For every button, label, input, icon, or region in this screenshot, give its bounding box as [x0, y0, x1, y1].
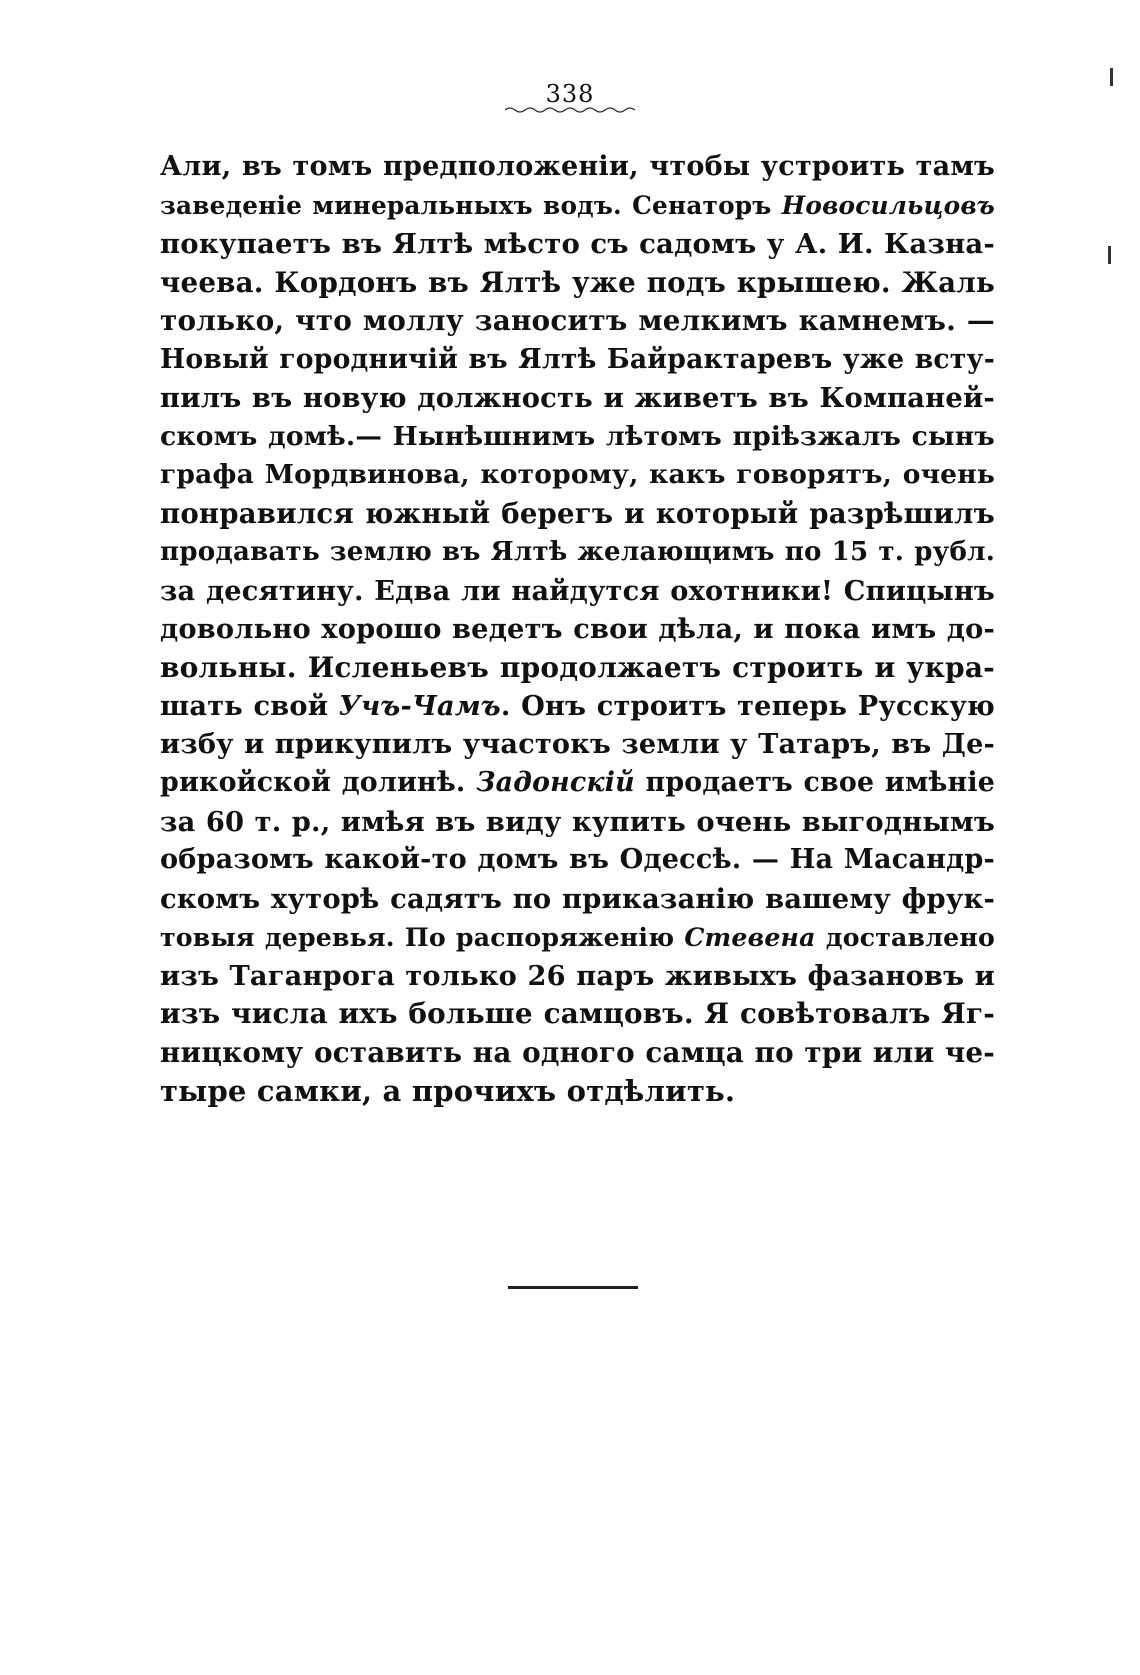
text-line: [160, 302, 995, 341]
text-run: понравился южный берегъ и который разрѣшилъ: [160, 497, 995, 530]
text-line: [160, 264, 995, 303]
text-line: [160, 880, 995, 919]
italic-name: Учъ-Чамъ: [338, 690, 501, 722]
margin-mark: [1110, 68, 1113, 86]
italic-name: Стевена: [684, 922, 816, 952]
text-run: продаетъ свое имѣніе: [634, 767, 995, 798]
text-line: [160, 610, 995, 649]
margin-mark: [1108, 246, 1111, 264]
text-line: [160, 687, 995, 726]
text-run: . Онъ строитъ теперь Русскую: [500, 690, 995, 722]
text-line: [160, 533, 995, 572]
text-line: [160, 456, 995, 495]
text-run: изъ числа ихъ больше самцовъ. Я совѣтовалъ Яг-: [160, 997, 995, 1030]
page-number: 338: [545, 80, 595, 108]
text-run: тыре самки, а прочихъ отдѣлить.: [160, 1074, 736, 1108]
text-run: пилъ въ новую должность и живетъ въ Компаней-: [160, 382, 995, 414]
text-line: [160, 957, 995, 996]
text-line: [160, 803, 995, 842]
text-run: шать свой: [160, 690, 339, 722]
text-line: [160, 918, 995, 957]
text-line: [160, 379, 995, 418]
text-run: заведеніе минеральныхъ водъ. Сенаторъ: [160, 190, 782, 220]
text-run: довольно хорошо ведетъ свои дѣла, и пока имъ до-: [160, 613, 995, 645]
text-line: [160, 418, 995, 457]
text-line: [160, 841, 995, 880]
text-line: [160, 726, 995, 765]
italic-name: Новосильцовъ: [781, 190, 995, 220]
text-line: [160, 341, 995, 380]
text-run: скомъ домѣ.— Нынѣшнимъ лѣтомъ пріѣзжалъ сынъ: [160, 420, 995, 452]
text-line: [160, 187, 995, 226]
text-run: товыя деревья. По распоряженію: [160, 922, 685, 952]
text-run: графа Мордвинова, которому, какъ говорятъ, очень: [160, 459, 995, 490]
text-line: [160, 649, 995, 688]
text-run: скомъ хуторѣ садятъ по приказанію вашему фрук-: [160, 882, 995, 915]
text-run: покупаетъ въ Ялтѣ мѣсто съ садомъ у А. И. Казна-: [160, 228, 995, 260]
text-run: Новый городничій въ Ялтѣ Байрактаревъ уже всту-: [160, 343, 995, 375]
text-run: продавать землю въ Ялтѣ желающимъ по 15 т. рубл.: [160, 536, 995, 567]
text-run: доставлено: [815, 922, 995, 952]
text-run: вольны. Исленьевъ продолжаетъ строить и укра-: [160, 650, 995, 684]
body-text: [160, 148, 995, 1111]
text-line: [160, 995, 995, 1034]
text-line: [160, 572, 995, 611]
text-line: [160, 495, 995, 534]
text-run: Али, въ томъ предположеніи, чтобы устроить тамъ: [160, 151, 995, 182]
text-run: образомъ какой-то домъ въ Одессѣ. — На Масандр-: [160, 844, 995, 875]
text-line: [160, 764, 995, 803]
text-run: рикойской долинѣ.: [160, 767, 477, 798]
text-line: [160, 1034, 995, 1073]
text-run: ницкому оставить на одного самца по три или че-: [160, 1035, 995, 1069]
text-line: [160, 225, 995, 264]
text-run: избу и прикупилъ участокъ земли у Татаръ, въ Де-: [160, 728, 995, 760]
section-end-rule: [508, 1286, 638, 1289]
text-line: [160, 148, 995, 187]
page-number-ornament: [505, 106, 635, 114]
text-run: только, что моллу заноситъ мелкимъ камнемъ. —: [160, 304, 995, 337]
text-run: чеева. Кордонъ въ Ялтѣ уже подъ крышею. Жаль: [160, 265, 995, 299]
italic-name: Задонскій: [476, 767, 635, 798]
text-run: за десятину. Едва ли найдутся охотники! Спицынъ: [160, 574, 995, 607]
text-line: [160, 1072, 995, 1111]
text-run: изъ Таганрога только 26 паръ живыхъ фазановъ и: [160, 959, 995, 992]
text-run: за 60 т. р., имѣя въ виду купить очень выгоднымъ: [160, 805, 995, 838]
